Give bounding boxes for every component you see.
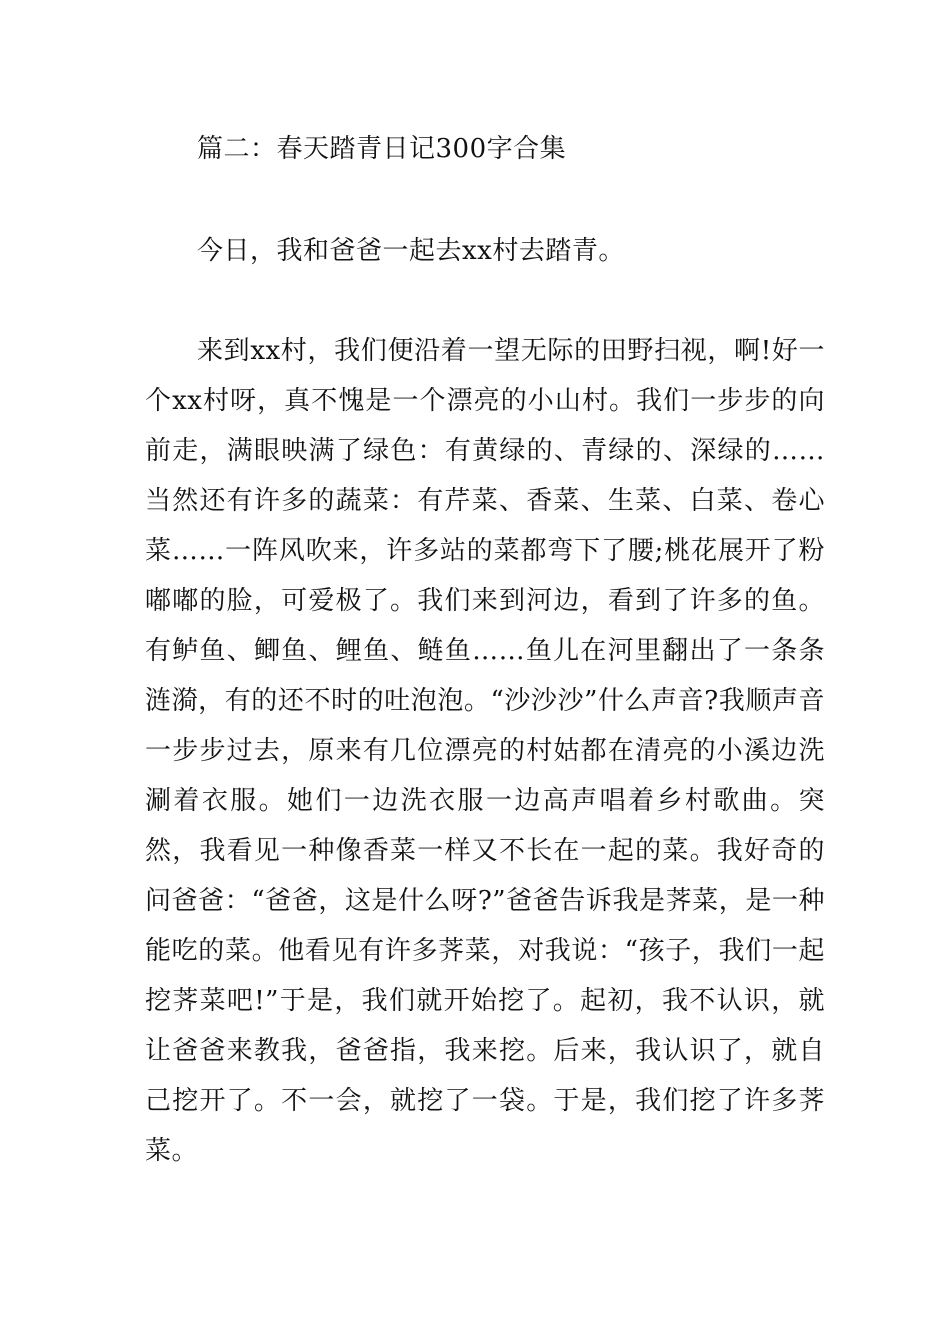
paragraph-body: 来到xx村，我们便沿着一望无际的田野扫视，啊!好一个xx村呀，真不愧是一个漂亮的小山村。我们一步步的向前走，满眼映满了绿色：有黄绿的、青绿的、深绿的……当然还有许多的蔬菜：有芹菜、香菜、生菜、白菜、卷心菜……一阵风吹来，许多站的菜都弯下了腰;桃花展开了粉嘟嘟的脸，可爱极了。我们来到河边，看到了许多的鱼。有鲈鱼、鲫鱼、鲤鱼、鲢鱼……鱼儿在河里翻出了一条条涟漪，有的还不时的吐泡泡。“沙沙沙”什么声音?我顺声音一步步过去，原来有几位漂亮的村姑都在清亮的小溪边洗涮着衣服。她们一边洗衣服一边高声唱着乡村歌曲。突然，我看见一种像香菜一样又不长在一起的菜。我好奇的问爸爸：“爸爸，这是什么呀?”爸爸告诉我是荠菜，是一种能吃的菜。他看见有许多荠菜，对我说：“孩子，我们一起挖荠菜吧!”于是，我们就开始挖了。起初，我不认识，就让爸爸来教我，爸爸指，我来挖。后来，我认识了，就自己挖开了。不一会，就挖了一袋。于是，我们挖了许多荠菜。 [145, 336, 825, 1166]
document-title: 篇二：春天踏青日记300字合集 [197, 134, 567, 164]
paragraph-intro: 今日，我和爸爸一起去xx村去踏青。 [197, 236, 625, 266]
